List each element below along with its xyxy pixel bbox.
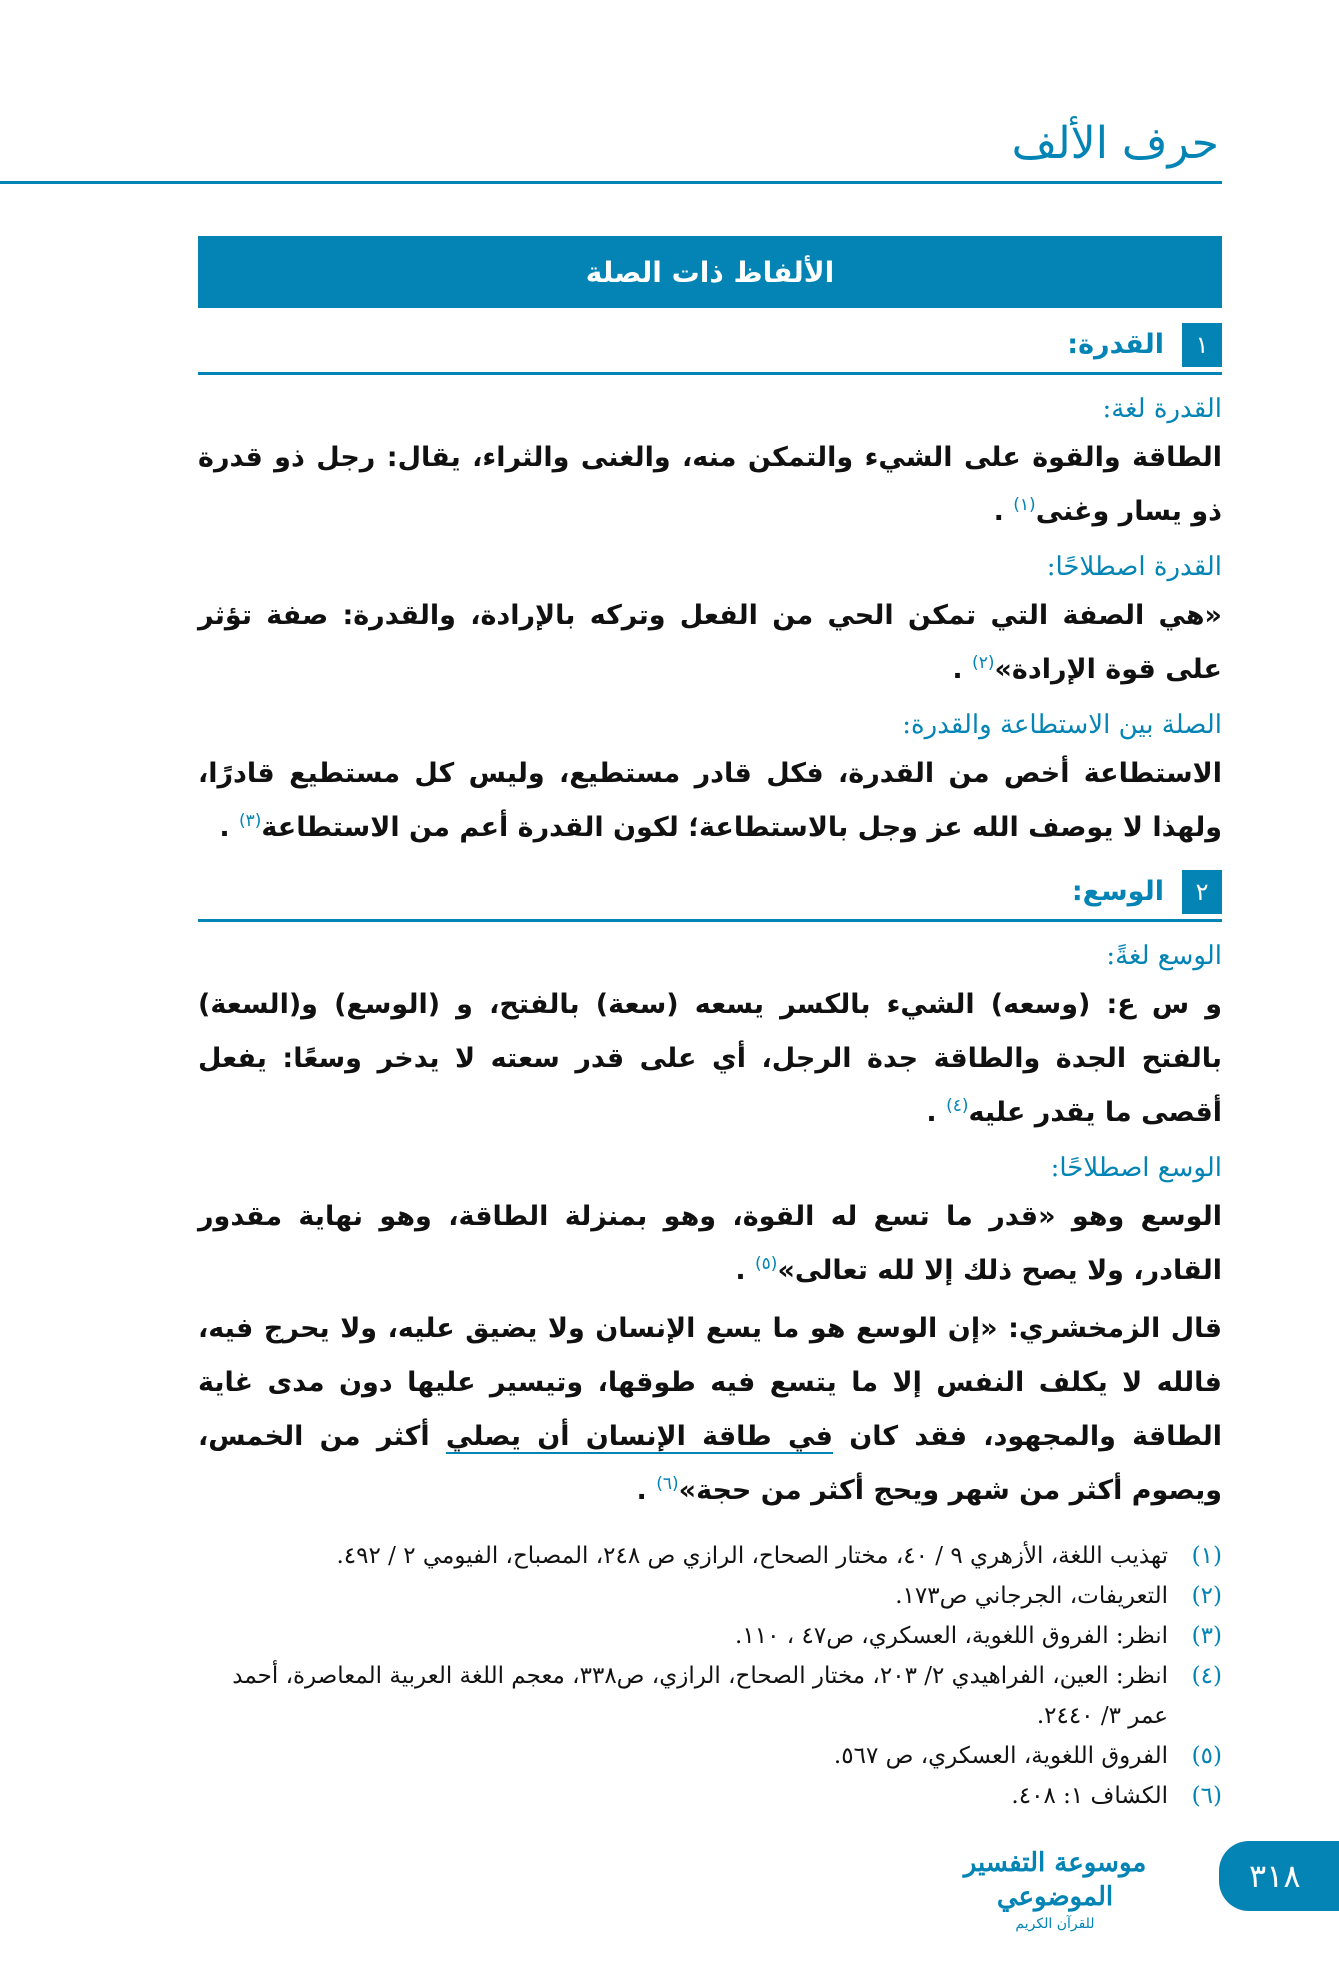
footnotes [198,1536,1222,1816]
section-number: ٢ [1182,870,1222,914]
footnote [198,1616,1222,1656]
quote-paragraph [198,1302,1222,1518]
period: . [952,654,963,685]
footnote [198,1776,1222,1816]
footnote-ref[interactable]: (٣) [238,811,262,831]
subheading: القدرة اصطلاحًا: [1046,552,1222,582]
page-content [198,184,1222,1816]
quote-text: قال الزمخشري: «إن الوسع هو ما يسع الإنسان ولا يضيق عليه، ولا يحرج فيه، فالله لا يكلف النفس إلا ما يتسع فيه طوقها، وتيسير عليها دون مدى غاية الطاقة والمجهود، فقد كان [198,1313,1222,1452]
section-divider [198,919,1222,922]
paragraph [198,431,1222,539]
footnote-number: (٦) [1191,1783,1222,1809]
paragraph-text: الطاقة والقوة على الشيء والتمكن منه، والغنى والثراء، يقال: رجل ذو قدرة ذو يسار وغنى [198,442,1222,527]
section-heading-1 [198,322,1222,368]
footnote [198,1536,1222,1576]
footnote-ref[interactable]: (٤) [946,1096,969,1116]
page-footer [0,1836,1339,1966]
footnote-text: الكشاف ١: ٤٠٨. [1011,1783,1168,1809]
quote-text: أكثر من الخمس، ويصوم أكثر من شهر ويحج أكثر من حجة» [198,1421,1222,1506]
section-title: الوسع: [1071,876,1164,907]
paragraph-text: الاستطاعة أخص من القدرة، فكل قادر مستطيع، وليس كل مستطيع قادرًا، ولهذا لا يوصف الله عز وجل بالاستطاعة؛ لكون القدرة أعم من الاستطاعة [198,758,1222,843]
banner-title: الألفاظ ذات الصلة [585,255,835,289]
section-heading-2 [198,869,1222,915]
subheading: الصلة بين الاستطاعة والقدرة: [902,710,1222,740]
footnote [198,1656,1222,1736]
footnote [198,1576,1222,1616]
paragraph-text: و س ع: (وسعه) الشيء بالكسر يسعه (سعة) بالفتح، و (الوسع) و(السعة) بالفتح الجدة والطاقة جدة الرجل، أي على قدر سعته لا يدخر وسعًا: يفعل أقصى ما يقدر عليه [198,989,1222,1128]
logo-title: موسوعة التفسير الموضوعي [963,1848,1147,1912]
underlined-text: في طاقة الإنسان أن يصلي [445,1421,833,1452]
period: . [636,1475,647,1506]
subheading: الوسع لغةً: [1106,941,1222,971]
chapter-divider [0,181,1222,184]
footnote-ref[interactable]: (٦) [656,1474,679,1494]
footnote-text: التعريفات، الجرجاني ص١٧٣. [895,1583,1168,1609]
subheading: الوسع اصطلاحًا: [1050,1153,1222,1183]
paragraph-text: الوسع وهو «قدر ما تسع له القوة، وهو بمنزلة الطاقة، وهو نهاية مقدور القادر، ولا يصح ذلك إلا لله تعالى» [198,1201,1222,1286]
page-number [1219,1841,1339,1911]
paragraph [198,747,1222,855]
section-divider [198,372,1222,375]
paragraph-text: «هي الصفة التي تمكن الحي من الفعل وتركه بالإرادة، والقدرة: صفة تؤثر على قوة الإرادة» [198,600,1222,685]
publication-logo [930,1846,1180,1934]
footnote-text: تهذيب اللغة، الأزهري ٩ / ٤٠، مختار الصحاح، الرازي ص ٢٤٨، المصباح، الفيومي ٢ / ٤٩٢. [336,1543,1168,1569]
footnote-text: انظر: الفروق اللغوية، العسكري، ص٤٧ ، ١١٠. [735,1623,1168,1649]
footnote-text: الفروق اللغوية، العسكري، ص ٥٦٧. [833,1743,1168,1769]
footnote [198,1736,1222,1776]
footnote-number: (٢) [1191,1583,1222,1609]
paragraph [198,589,1222,697]
period: . [993,496,1004,527]
period: . [219,812,230,843]
period: . [735,1255,746,1286]
page-header [0,0,1339,184]
footnote-number: (٥) [1191,1743,1222,1769]
period: . [926,1097,937,1128]
section-banner [198,236,1222,308]
logo-subtitle: للقرآن الكريم [1015,1916,1095,1932]
footnote-number: (٤) [1191,1663,1222,1689]
section-title: القدرة: [1067,329,1164,360]
footnote-ref[interactable]: (٥) [755,1254,778,1274]
subheading: القدرة لغة: [1102,394,1222,424]
footnote-number: (١) [1191,1543,1222,1569]
paragraph [198,1190,1222,1298]
section-number: ١ [1182,323,1222,367]
paragraph [198,978,1222,1140]
footnote-ref[interactable]: (٢) [972,653,995,673]
footnote-text: انظر: العين، الفراهيدي ٢/ ٢٠٣، مختار الصحاح، الرازي، ص٣٣٨، معجم اللغة العربية المعاصرة، أحمد عمر ٣/ ٢٤٤٠. [232,1663,1168,1729]
footnote-ref[interactable]: (١) [1013,495,1036,515]
footnote-number: (٣) [1191,1623,1222,1649]
page-number-text: ٣١٨ [1249,1857,1301,1895]
chapter-title: حرف الألف [1011,118,1219,169]
